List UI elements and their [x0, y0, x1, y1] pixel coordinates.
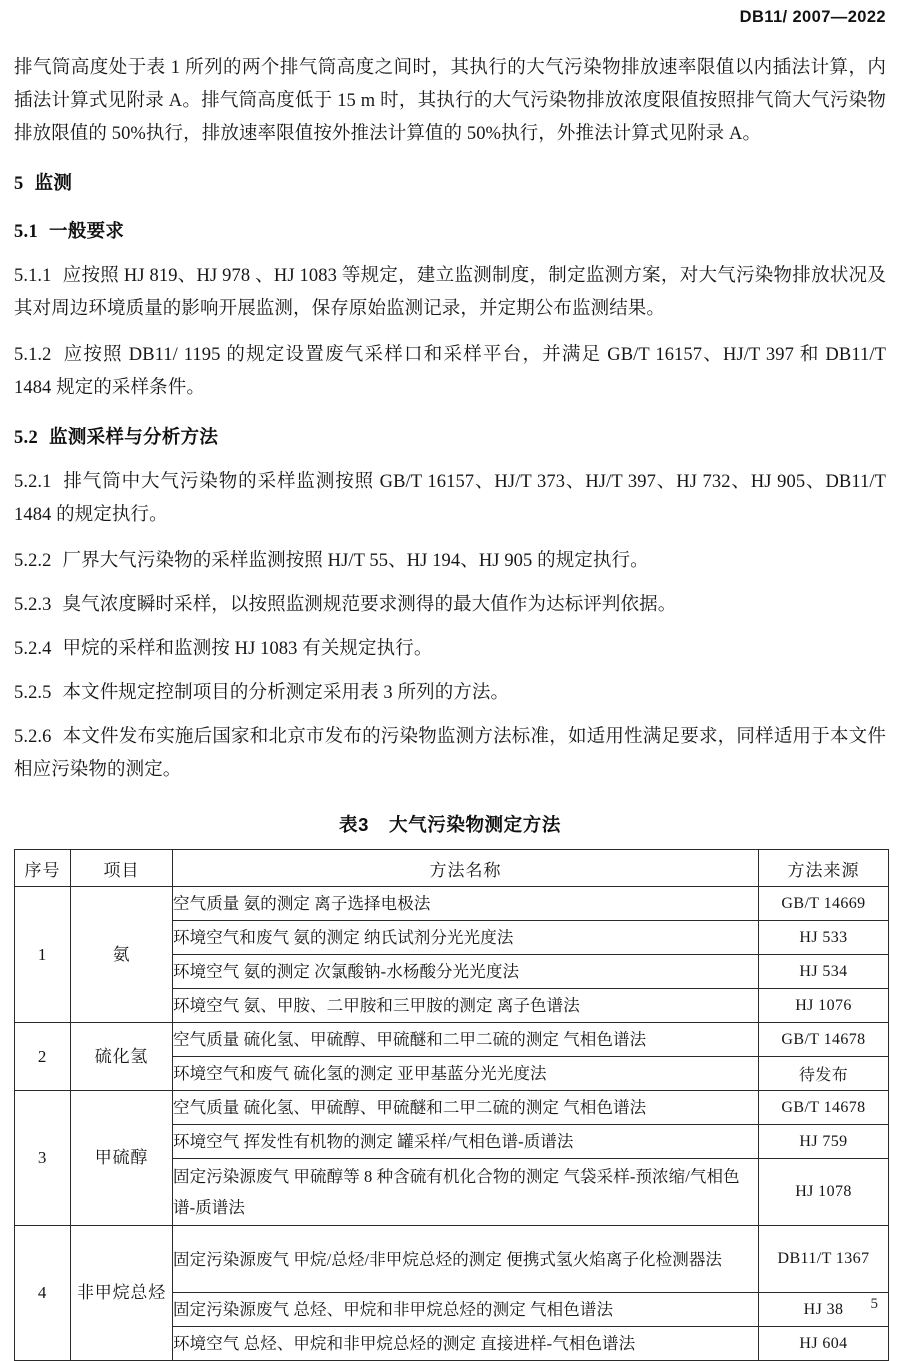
cell-method-source: HJ 534	[759, 955, 889, 989]
cell-pollutant-item: 非甲烷总烃	[71, 1226, 173, 1361]
cell-method-name: 环境空气 氨的测定 次氯酸钠-水杨酸分光光度法	[173, 955, 759, 989]
column-header-item: 项目	[71, 850, 173, 887]
clause-5-2-2-text: 厂界大气污染物的采样监测按照 HJ/T 55、HJ 194、HJ 905 的规定执行。	[62, 551, 649, 571]
cell-method-source: GB/T 14678	[759, 1023, 889, 1057]
table3-body	[15, 887, 889, 1361]
clause-5-2-1-number: 5.2.1	[14, 472, 52, 492]
table-row	[15, 1023, 889, 1057]
clause-5-2-3-text: 臭气浓度瞬时采样，以按照监测规范要求测得的最大值作为达标评判依据。	[62, 595, 677, 615]
section-5-2-number: 5.2	[14, 428, 39, 448]
column-header-no: 序号	[15, 850, 71, 887]
cell-method-name: 环境空气和废气 氨的测定 纳氏试剂分光光度法	[173, 921, 759, 955]
cell-serial-number: 1	[15, 887, 71, 1023]
cell-pollutant-item: 氨	[71, 887, 173, 1023]
table3-methods	[14, 849, 889, 1361]
clause-5-1-1-number: 5.1.1	[14, 266, 52, 286]
cell-method-source: GB/T 14678	[759, 1091, 889, 1125]
running-header-standard-code: DB11/ 2007—2022	[739, 8, 886, 26]
table-row	[15, 1091, 889, 1125]
cell-serial-number: 3	[15, 1091, 71, 1226]
intro-paragraph: 排气筒高度处于表 1 所列的两个排气筒高度之间时，其执行的大气污染物排放速率限值以内插法计算，内插法计算式见附录 A。排气筒高度低于 15 m 时，其执行的大气污染物排放浓度限值按照排气筒大气污染物排放限值的 50%执行，排放速率限值按外推法计算值的 50%执行，外推法计算式见附录 A。	[14, 58, 886, 144]
clause-5-2-1	[14, 466, 886, 532]
table-row	[15, 887, 889, 921]
table3-header-row	[15, 850, 889, 887]
cell-method-name: 环境空气 挥发性有机物的测定 罐采样/气相色谱-质谱法	[173, 1125, 759, 1159]
cell-method-name: 空气质量 硫化氢、甲硫醇、甲硫醚和二甲二硫的测定 气相色谱法	[173, 1023, 759, 1057]
cell-method-name: 环境空气 氨、甲胺、二甲胺和三甲胺的测定 离子色谱法	[173, 989, 759, 1023]
cell-method-name: 环境空气 总烃、甲烷和非甲烷总烃的测定 直接进样-气相色谱法	[173, 1327, 759, 1361]
section-5-title: 监测	[34, 172, 73, 193]
clause-5-2-3	[14, 589, 886, 622]
clause-5-2-2	[14, 545, 886, 578]
clause-5-2-4-number: 5.2.4	[14, 639, 52, 659]
cell-method-name: 空气质量 硫化氢、甲硫醇、甲硫醚和二甲二硫的测定 气相色谱法	[173, 1091, 759, 1125]
cell-method-name: 固定污染源废气 甲硫醇等 8 种含硫有机化合物的测定 气袋采样-预浓缩/气相色谱-质谱法	[173, 1159, 759, 1226]
clause-5-2-6	[14, 721, 886, 787]
clause-5-2-2-number: 5.2.2	[14, 551, 52, 571]
section-heading-5-2	[14, 422, 886, 453]
page-number: 5	[870, 1296, 878, 1312]
clause-5-2-5-text: 本文件规定控制项目的分析测定采用表 3 所列的方法。	[62, 683, 510, 703]
clause-5-2-4	[14, 633, 886, 666]
clause-5-2-5	[14, 677, 886, 710]
cell-serial-number: 4	[15, 1226, 71, 1361]
clause-5-2-6-text: 本文件发布实施后国家和北京市发布的污染物监测方法标准，如适用性满足要求，同样适用于本文件相应污染物的测定。	[14, 727, 886, 780]
column-header-method: 方法名称	[173, 850, 759, 887]
cell-pollutant-item: 硫化氢	[71, 1023, 173, 1091]
document-body	[14, 52, 886, 1361]
clause-5-1-1-text: 应按照 HJ 819、HJ 978 、HJ 1083 等规定，建立监测制度，制定监测方案，对大气污染物排放状况及其对周边环境质量的影响开展监测，保存原始监测记录，并定期公布监测结果。	[14, 266, 886, 319]
clause-5-1-2-text: 应按照 DB11/ 1195 的规定设置废气采样口和采样平台，并满足 GB/T 16157、HJ/T 397 和 DB11/T 1484 规定的采样条件。	[14, 345, 886, 398]
cell-method-name: 固定污染源废气 总烃、甲烷和非甲烷总烃的测定 气相色谱法	[173, 1293, 759, 1327]
table3-title: 大气污染物测定方法	[389, 814, 561, 835]
cell-method-name: 环境空气和废气 硫化氢的测定 亚甲基蓝分光光度法	[173, 1057, 759, 1091]
cell-method-source: HJ 1078	[759, 1159, 889, 1226]
cell-serial-number: 2	[15, 1023, 71, 1091]
cell-method-source: HJ 533	[759, 921, 889, 955]
section-5-1-number: 5.1	[14, 222, 39, 242]
section-5-1-title: 一般要求	[49, 220, 125, 241]
section-heading-5	[14, 168, 886, 199]
clause-5-2-6-number: 5.2.6	[14, 727, 52, 747]
section-heading-5-1	[14, 216, 886, 247]
section-5-number: 5	[14, 174, 24, 194]
cell-method-source: 待发布	[759, 1057, 889, 1091]
cell-method-source: HJ 38	[759, 1293, 889, 1327]
clause-5-1-2	[14, 339, 886, 405]
cell-method-source: DB11/T 1367	[759, 1226, 889, 1293]
cell-method-source: HJ 1076	[759, 989, 889, 1023]
cell-method-source: HJ 759	[759, 1125, 889, 1159]
cell-method-name: 空气质量 氨的测定 离子选择电极法	[173, 887, 759, 921]
column-header-source: 方法来源	[759, 850, 889, 887]
table3-caption	[14, 811, 886, 837]
cell-method-source: GB/T 14669	[759, 887, 889, 921]
table3-label: 表3	[339, 814, 370, 835]
clause-5-1-2-number: 5.1.2	[14, 345, 52, 365]
clause-5-2-4-text: 甲烷的采样和监测按 HJ 1083 有关规定执行。	[62, 639, 433, 659]
clause-5-2-1-text: 排气筒中大气污染物的采样监测按照 GB/T 16157、HJ/T 373、HJ/T 397、HJ 732、HJ 905、DB11/T 1484 的规定执行。	[14, 472, 886, 525]
cell-method-name: 固定污染源废气 甲烷/总烃/非甲烷总烃的测定 便携式氢火焰离子化检测器法	[173, 1226, 759, 1293]
cell-pollutant-item: 甲硫醇	[71, 1091, 173, 1226]
cell-method-source: HJ 604	[759, 1327, 889, 1361]
clause-5-1-1	[14, 260, 886, 326]
clause-5-2-5-number: 5.2.5	[14, 683, 52, 703]
clause-5-2-3-number: 5.2.3	[14, 595, 52, 615]
section-5-2-title: 监测采样与分析方法	[49, 426, 219, 447]
table-row	[15, 1226, 889, 1293]
